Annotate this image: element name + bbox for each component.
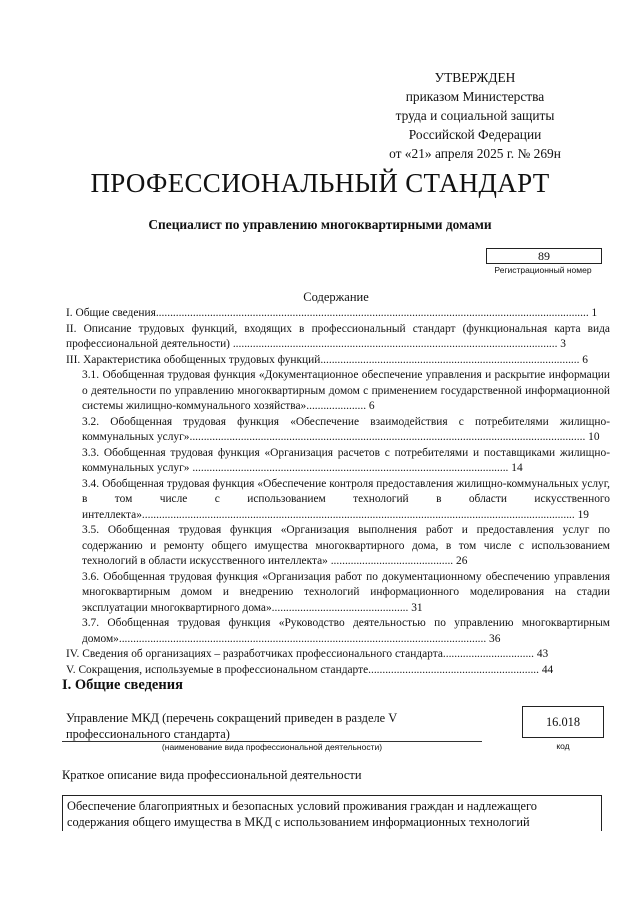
activity-code-caption: код	[556, 741, 570, 751]
toc-item[interactable]: III. Характеристика обобщенных трудовых функций........................................................................................... 6	[66, 353, 588, 366]
short-description-box: Обеспечение благоприятных и безопасных условий проживания граждан и надлежащего содержания общего имущества в МКД с использованием информационных технологий	[62, 795, 602, 831]
toc-item[interactable]: 3.6. Обобщенная трудовая функция «Организация работ по документационному обеспечению управления многоквартирным домом и внедрению технологий информационного моделирования на стадии эксплуатации многоквартирного дома»................................................ 31	[82, 570, 610, 614]
registration-number-box: 89	[486, 248, 602, 264]
document-title: ПРОФЕССИОНАЛЬНЫЙ СТАНДАРТ	[90, 168, 550, 198]
toc-item[interactable]: I. Общие сведения........................................................................................................................................................ 1	[66, 307, 598, 319]
toc-item[interactable]: 3.4. Обобщенная трудовая функция «Обеспечение контроля предоставления жилищно-коммунальных услуг, в том числе с использованием технологий в области искусственного интеллекта»........................................................................................................................................................ 19	[82, 477, 610, 521]
toc-item[interactable]: IV. Сведения об организациях – разработчиках профессионального стандарта................................ 43	[66, 648, 549, 660]
toc-item[interactable]: 3.3. Обобщенная трудовая функция «Организация расчетов с потребителями и поставщиками жилищно-коммунальных услуг» ............................................................................................................... 14	[82, 446, 610, 474]
approval-block	[360, 68, 590, 163]
approval-line: труда и социальной защиты	[395, 108, 555, 123]
table-of-contents	[66, 306, 610, 678]
toc-item[interactable]: 3.7. Обобщенная трудовая функция «Руководство деятельностью по управлению многоквартирным домом»................................................................................................................................. 36	[82, 617, 610, 645]
activity-name: Управление МКД (перечень сокращений приведен в разделе V профессионального стандарта)	[66, 711, 397, 741]
short-description-label: Краткое описание вида профессиональной деятельности	[62, 768, 362, 782]
approval-line: приказом Министерства	[405, 89, 545, 104]
toc-item[interactable]: 3.5. Обобщенная трудовая функция «Организация выполнения работ и предоставления услуг по содержанию и ремонту общего имущества многоквартирного дома, в том числе с использованием технологий в области искусственного интеллекта» ........................................... 26	[82, 524, 610, 567]
toc-item[interactable]: II. Описание трудовых функций, входящих в профессиональный стандарт (функциональная карта вида профессиональной деятельности) .................................................................................................................. 3	[66, 322, 610, 350]
registration-number-caption: Регистрационный номер	[494, 265, 592, 275]
activity-code-box: 16.018	[522, 706, 604, 738]
toc-item[interactable]: 3.1. Обобщенная трудовая функция «Документационное обеспечение управления и раскрытие информации о деятельности по управлению многоквартирным домом с применением государственной информационной системы жилищно-коммунального хозяйства»..................... 6	[82, 369, 610, 412]
toc-heading: Содержание	[303, 290, 369, 304]
approval-line: от «21» апреля 2025 г. № 269н	[389, 146, 561, 161]
section-heading: I. Общие сведения	[62, 677, 183, 693]
toc-item[interactable]: 3.2. Обобщенная трудовая функция «Обеспечение взаимодействия с потребителями жилищно-коммунальных услуг»........................................................................................................................................... 10	[82, 415, 610, 443]
activity-name-caption: (наименование вида профессиональной деятельности)	[161, 742, 383, 752]
toc-item[interactable]: V. Сокращения, используемые в профессиональном стандарте............................................................ 44	[66, 663, 554, 676]
approval-line: УТВЕРЖДЕН	[434, 70, 516, 85]
document-subtitle: Специалист по управлению многоквартирными домами	[148, 217, 492, 232]
approval-line: Российской Федерации	[408, 127, 542, 142]
